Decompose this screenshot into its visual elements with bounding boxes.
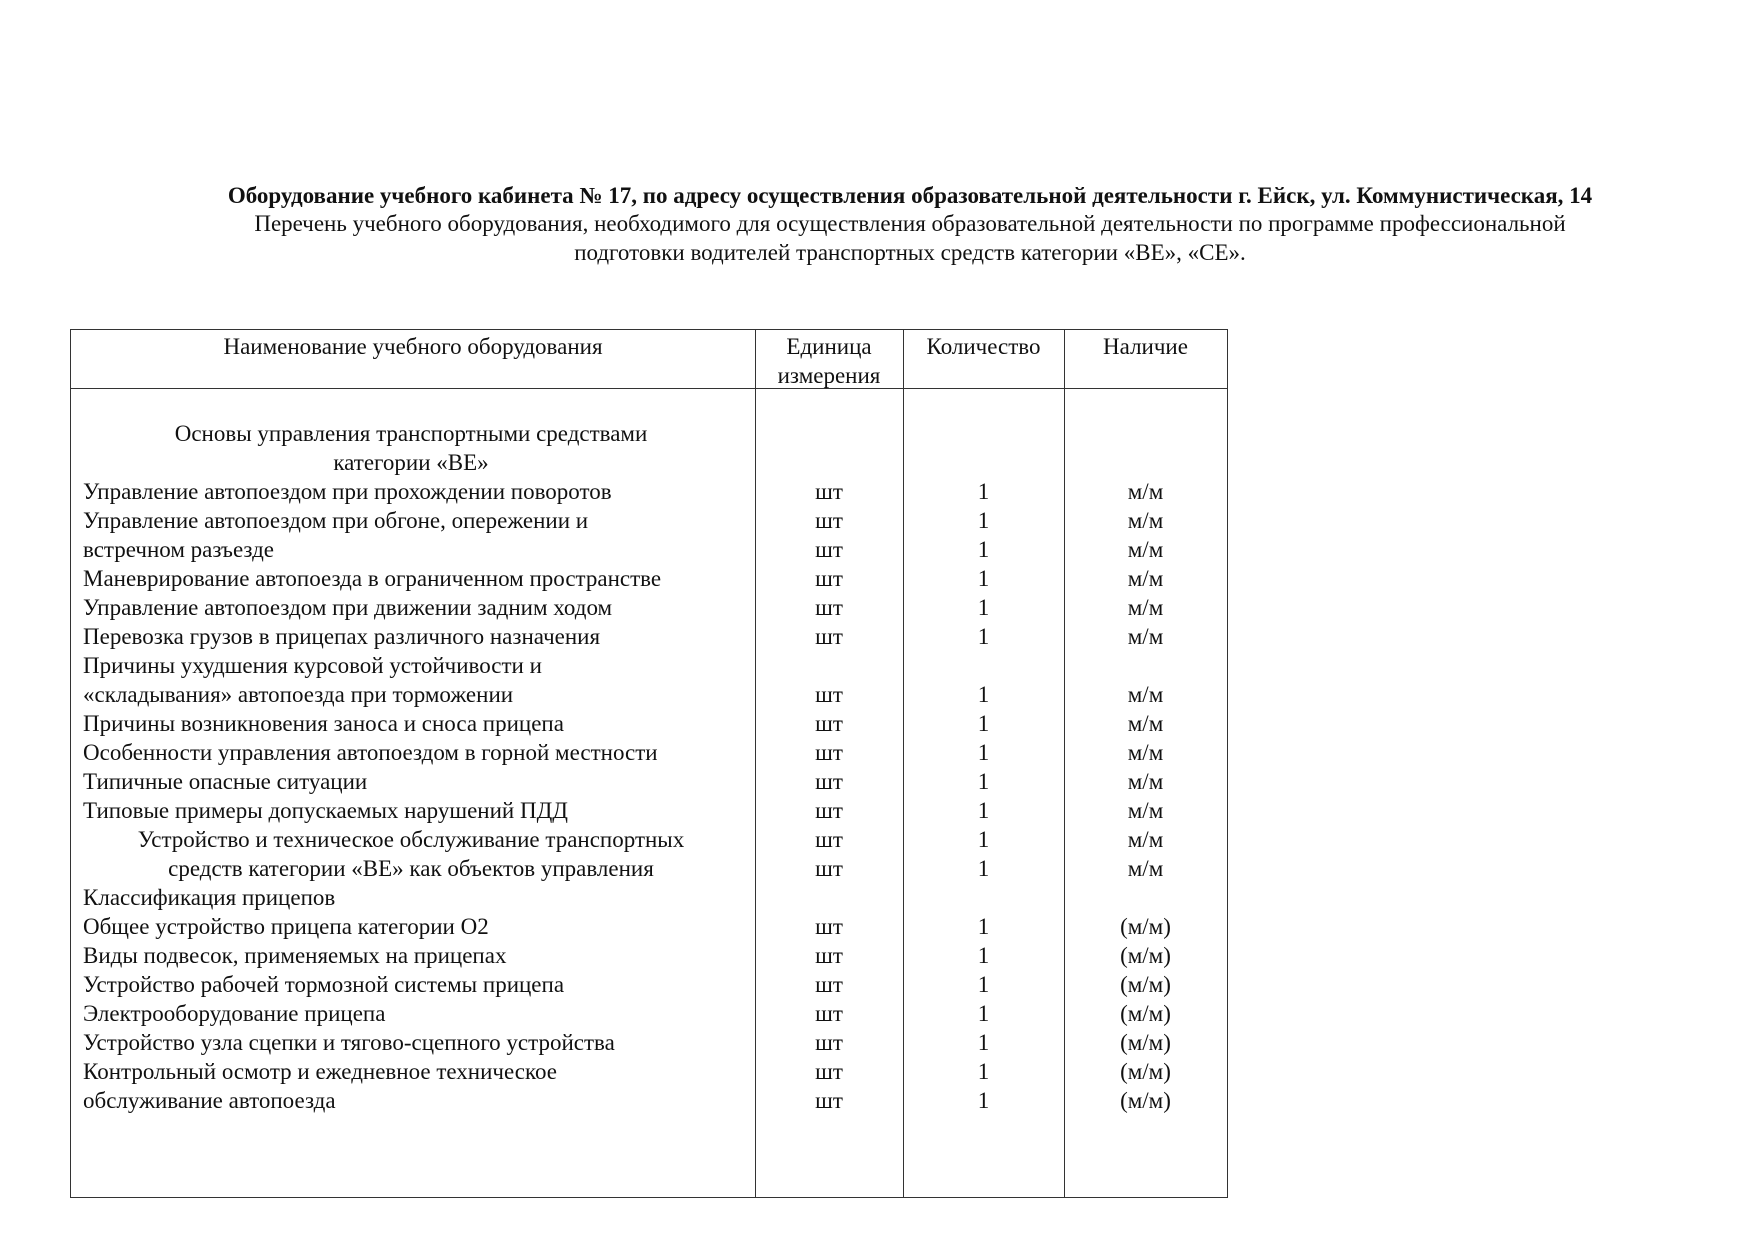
row-unit: шт	[815, 769, 843, 794]
row-quantity: 1	[977, 856, 990, 881]
row-quantity: 1	[977, 972, 990, 997]
row-unit: шт	[815, 508, 843, 533]
row-availability: (м/м)	[1120, 1059, 1171, 1084]
row-availability: м/м	[1127, 624, 1164, 649]
table-row	[71, 854, 1227, 883]
row-quantity: 1	[977, 1001, 990, 1026]
row-quantity: 1	[977, 537, 990, 562]
row-name: Типовые примеры допускаемых нарушений ПДД	[83, 798, 568, 823]
table-row	[71, 680, 1227, 709]
row-unit: шт	[815, 972, 843, 997]
row-name: средств категории «ВЕ» как объектов управления	[168, 856, 654, 881]
row-name: обслуживание автопоезда	[83, 1088, 336, 1113]
row-name: «складывания» автопоезда при торможении	[83, 682, 514, 707]
row-name: Особенности управления автопоездом в горной местности	[83, 740, 658, 765]
row-name: Типичные опасные ситуации	[83, 769, 368, 794]
table-row	[71, 738, 1227, 767]
row-unit: шт	[815, 1088, 843, 1113]
row-unit: шт	[815, 1059, 843, 1084]
table-row	[71, 419, 1227, 448]
row-unit: шт	[815, 624, 843, 649]
row-quantity: 1	[977, 624, 990, 649]
row-quantity: 1	[977, 798, 990, 823]
row-availability: (м/м)	[1120, 1088, 1171, 1113]
row-availability: м/м	[1127, 769, 1164, 794]
row-quantity: 1	[977, 1030, 990, 1055]
row-unit: шт	[815, 856, 843, 881]
row-availability: м/м	[1127, 537, 1164, 562]
row-name: категории «ВЕ»	[333, 450, 489, 475]
row-availability: (м/м)	[1120, 914, 1171, 939]
row-quantity: 1	[977, 943, 990, 968]
table-header-divider	[71, 388, 1227, 389]
table-row	[71, 564, 1227, 593]
table-row	[71, 448, 1227, 477]
row-name: Причины ухудшения курсовой устойчивости и	[83, 653, 542, 678]
table-body	[71, 419, 1227, 1115]
document-subtitle-line-1: Перечень учебного оборудования, необходимого для осуществления образовательной деятельности по программе профессиональной	[254, 211, 1566, 236]
row-availability: м/м	[1127, 711, 1164, 736]
row-name: Причины возникновения заноса и сноса прицепа	[83, 711, 564, 736]
row-unit: шт	[815, 595, 843, 620]
row-quantity: 1	[977, 508, 990, 533]
row-name: Устройство и техническое обслуживание транспортных	[137, 827, 685, 852]
row-name: Маневрирование автопоезда в ограниченном пространстве	[83, 566, 662, 591]
table-row	[71, 1028, 1227, 1057]
table-row	[71, 506, 1227, 535]
row-name: Перевозка грузов в прицепах различного назначения	[83, 624, 601, 649]
column-header-availability: Наличие	[1103, 334, 1188, 359]
table-row	[71, 535, 1227, 564]
table-row	[71, 883, 1227, 912]
row-name: Контрольный осмотр и ежедневное техническое	[83, 1059, 557, 1084]
table-row	[71, 477, 1227, 506]
column-header-quantity: Количество	[926, 334, 1041, 359]
column-header-name: Наименование учебного оборудования	[223, 334, 603, 359]
row-availability: (м/м)	[1120, 943, 1171, 968]
row-name: Общее устройство прицепа категории О2	[83, 914, 489, 939]
column-header-unit	[755, 330, 903, 390]
row-name: встречном разъезде	[83, 537, 275, 562]
table-row	[71, 825, 1227, 854]
row-unit: шт	[815, 798, 843, 823]
row-unit: шт	[815, 1030, 843, 1055]
row-unit: шт	[815, 711, 843, 736]
row-name: Классификация прицепов	[83, 885, 336, 910]
row-quantity: 1	[977, 1088, 990, 1113]
row-quantity: 1	[977, 711, 990, 736]
row-name: Устройство рабочей тормозной системы прицепа	[83, 972, 565, 997]
row-availability: м/м	[1127, 856, 1164, 881]
row-availability: м/м	[1127, 508, 1164, 533]
row-quantity: 1	[977, 1059, 990, 1084]
row-name: Управление автопоездом при обгоне, опережении и	[83, 508, 589, 533]
table-row	[71, 651, 1227, 680]
row-unit: шт	[815, 740, 843, 765]
row-unit: шт	[815, 943, 843, 968]
row-quantity: 1	[977, 682, 990, 707]
row-availability: м/м	[1127, 479, 1164, 504]
row-unit: шт	[815, 1001, 843, 1026]
row-quantity: 1	[977, 566, 990, 591]
row-quantity: 1	[977, 479, 990, 504]
row-unit: шт	[815, 537, 843, 562]
row-availability: (м/м)	[1120, 1001, 1171, 1026]
table-row	[71, 622, 1227, 651]
table-row	[71, 593, 1227, 622]
row-availability: м/м	[1127, 682, 1164, 707]
table-row	[71, 1086, 1227, 1115]
table-row	[71, 709, 1227, 738]
row-availability: м/м	[1127, 827, 1164, 852]
column-header-unit-line-1: Единица	[786, 334, 872, 359]
table-row	[71, 941, 1227, 970]
table-row	[71, 796, 1227, 825]
row-name: Управление автопоездом при прохождении поворотов	[83, 479, 612, 504]
row-availability: (м/м)	[1120, 1030, 1171, 1055]
row-name: Устройство узла сцепки и тягово-сцепного устройства	[83, 1030, 615, 1055]
document-title: Оборудование учебного кабинета № 17, по адресу осуществления образовательной деятельности г. Ейск, ул. Коммунистическая, 14	[227, 183, 1593, 208]
row-unit: шт	[815, 914, 843, 939]
row-quantity: 1	[977, 827, 990, 852]
row-quantity: 1	[977, 740, 990, 765]
row-quantity: 1	[977, 595, 990, 620]
table-row	[71, 912, 1227, 941]
equipment-table	[70, 329, 1228, 1198]
row-name: Основы управления транспортными средствами	[174, 421, 648, 446]
table-row	[71, 970, 1227, 999]
document-subtitle-line-2: подготовки водителей транспортных средств категории «ВЕ», «СЕ».	[574, 240, 1246, 265]
row-name: Электрооборудование прицепа	[83, 1001, 386, 1026]
row-unit: шт	[815, 566, 843, 591]
row-unit: шт	[815, 682, 843, 707]
column-header-unit-line-2: измерения	[777, 363, 881, 388]
row-availability: м/м	[1127, 595, 1164, 620]
row-unit: шт	[815, 827, 843, 852]
row-availability: м/м	[1127, 798, 1164, 823]
row-name: Виды подвесок, применяемых на прицепах	[83, 943, 507, 968]
row-quantity: 1	[977, 914, 990, 939]
row-availability: м/м	[1127, 740, 1164, 765]
row-availability: м/м	[1127, 566, 1164, 591]
table-row	[71, 999, 1227, 1028]
table-row	[71, 767, 1227, 796]
row-availability: (м/м)	[1120, 972, 1171, 997]
row-quantity: 1	[977, 769, 990, 794]
table-row	[71, 1057, 1227, 1086]
row-unit: шт	[815, 479, 843, 504]
row-name: Управление автопоездом при движении задним ходом	[83, 595, 613, 620]
